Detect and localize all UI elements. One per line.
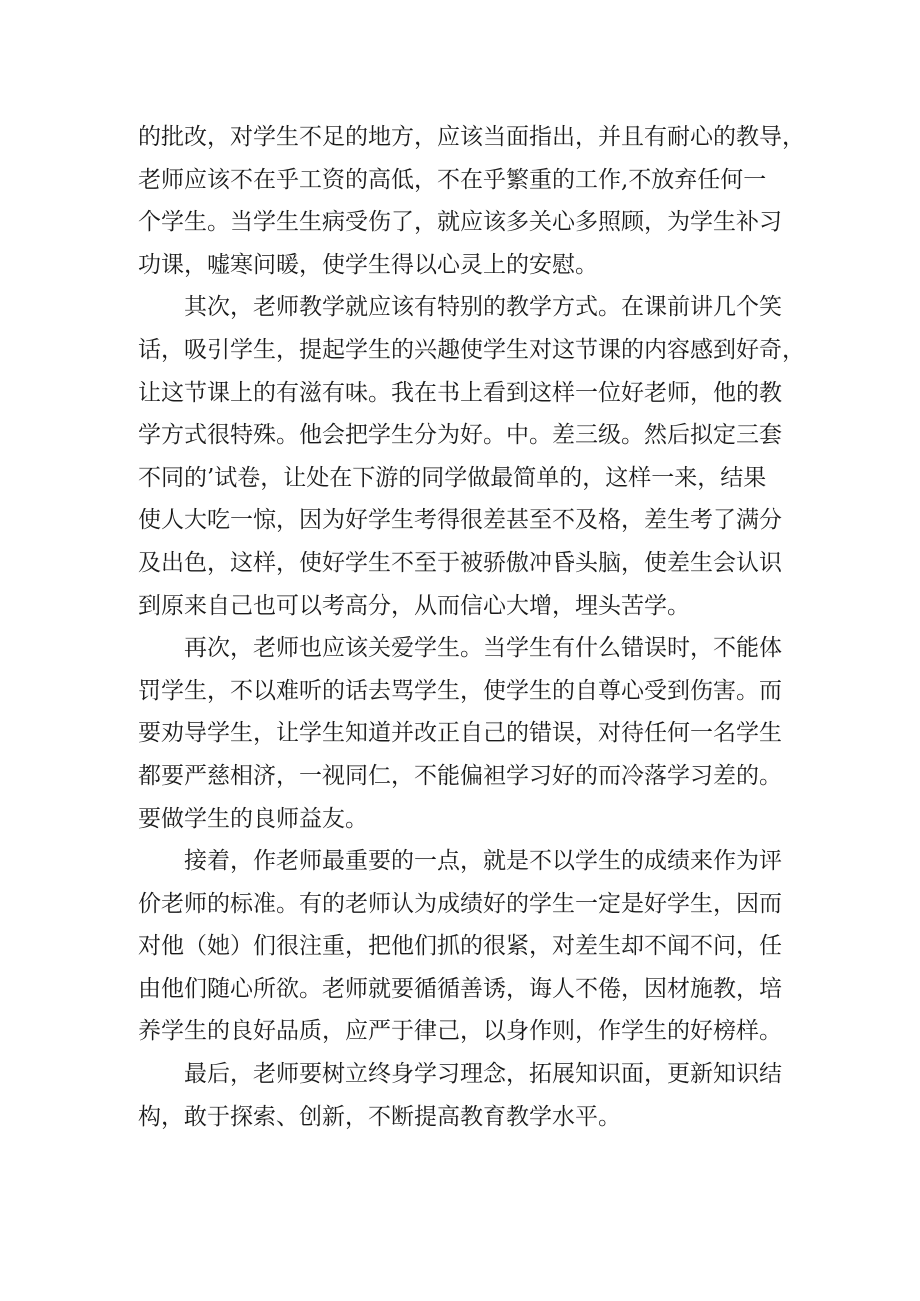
text-line: 对他（她）们很注重，把他们抓的很紧，对差生却不闻不问，任 [138,933,782,960]
text-line: 构，敢于探索、创新，不断提高教育教学水平。 [138,1103,621,1130]
text-line: 学方式很特殊。他会把学生分为好。中。差三级。然后拟定三套 [138,422,782,449]
text-line: 使人大吃一惊，因为好学生考得很差甚至不及格，差生考了满分 [138,507,782,534]
text-line: 的批改，对学生不足的地方，应该当面指出，并且有耐心的教导， [138,124,805,150]
paragraph-first-line: 接着，作老师最重要的一点，就是不以学生的成绩来作为评 [184,848,782,875]
text-line: 话，吸引学生，提起学生的兴趣使学生对这节课的内容感到好奇， [138,336,805,363]
text-line: 让这节课上的有滋有味。我在书上看到这样一位好老师，他的教 [138,379,782,406]
text-line: 养学生的良好品质，应严于律己，以身作则，作学生的好榜样。 [138,1018,782,1045]
text-line: 不同的’试卷，让处在下游的同学做最简单的，这样一来，结果 [138,464,767,491]
document-body [138,116,808,1138]
paragraph-first-line: 再次，老师也应该关爱学生。当学生有什么错误时，不能体 [184,635,782,662]
text-line: 及出色，这样，使好学生不至于被骄傲冲昏头脑，使差生会认识 [138,549,782,576]
text-line: 功课，嘘寒问暖，使学生得以心灵上的安慰。 [138,251,598,278]
text-line: 个学生。当学生生病受伤了，就应该多关心多照顾，为学生补习 [138,209,782,236]
paragraph-first-line: 其次，老师教学就应该有特别的教学方式。在课前讲几个笑 [184,294,782,321]
text-line: 要劝导学生，让学生知道并改正自己的错误，对待任何一名学生 [138,720,782,747]
text-line: 罚学生，不以难听的话去骂学生，使学生的自尊心受到伤害。而 [138,677,782,704]
text-line: 都要严慈相济，一视同仁，不能偏袒学习好的而冷落学习差的。 [138,762,782,789]
text-line: 要做学生的良师益友。 [138,805,368,832]
text-line: 由他们随心所欲。老师就要循循善诱，诲人不倦，因材施教，培 [138,975,782,1002]
text-line: 到原来自己也可以考高分，从而信心大增，埋头苦学。 [138,592,690,619]
text-line: 老师应该不在乎工资的高低，不在乎繁重的工作,不放弃任何一 [138,166,767,193]
text-line: 价老师的标准。有的老师认为成绩好的学生一定是好学生，因而 [138,890,782,917]
paragraph-first-line: 最后，老师要树立终身学习理念，拓展知识面，更新知识结 [184,1061,782,1088]
